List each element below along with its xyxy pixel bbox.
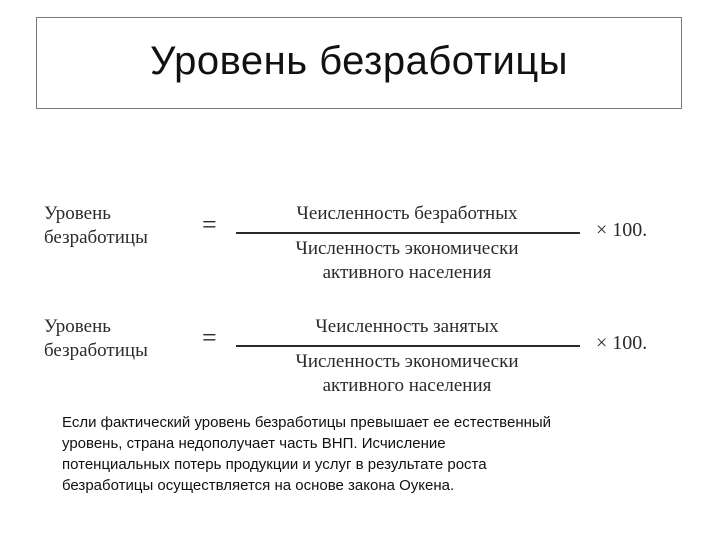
title-box	[36, 17, 682, 109]
formula-denominator-line2: активного населения	[322, 375, 492, 396]
formula-multiplier: × 100.	[596, 332, 648, 354]
formula-lhs-line1: Уровень	[44, 203, 111, 224]
formula-lhs	[44, 315, 194, 363]
unemployment-rate-formula	[44, 200, 684, 290]
okun-law-paragraph	[62, 412, 672, 496]
slide-title: Уровень безработицы	[150, 38, 568, 83]
employment-share-formula	[44, 313, 684, 403]
fraction-bar	[236, 232, 580, 234]
formula-lhs-line2: безработицы	[44, 340, 148, 361]
formula-denominator-line1: Численность экономически	[295, 238, 519, 259]
paragraph-line: Если фактический уровень безработицы превышает ее естественный	[62, 414, 552, 431]
formula-denominator-line1: Численность экономически	[295, 351, 519, 372]
formula-denominator	[236, 237, 578, 285]
formula-numerator: Чеисленность занятых	[315, 316, 499, 337]
formula-multiplier: × 100.	[596, 219, 648, 241]
formula-numerator: Чеисленность безработных	[296, 203, 518, 224]
formula-lhs-line1: Уровень	[44, 316, 111, 337]
formula-denominator-line2: активного населения	[322, 262, 492, 283]
formula-lhs	[44, 202, 194, 250]
paragraph-line: безработицы осуществляется на основе закона Оукена.	[62, 477, 455, 494]
formula-lhs-line2: безработицы	[44, 227, 148, 248]
paragraph-line: уровень, страна недополучает часть ВНП. Исчисление	[62, 435, 446, 452]
fraction-bar	[236, 345, 580, 347]
paragraph-line: потенциальных потерь продукции и услуг в результате роста	[62, 456, 487, 473]
formula-denominator	[236, 350, 578, 398]
equals-sign: =	[202, 323, 217, 352]
equals-sign: =	[202, 210, 217, 239]
